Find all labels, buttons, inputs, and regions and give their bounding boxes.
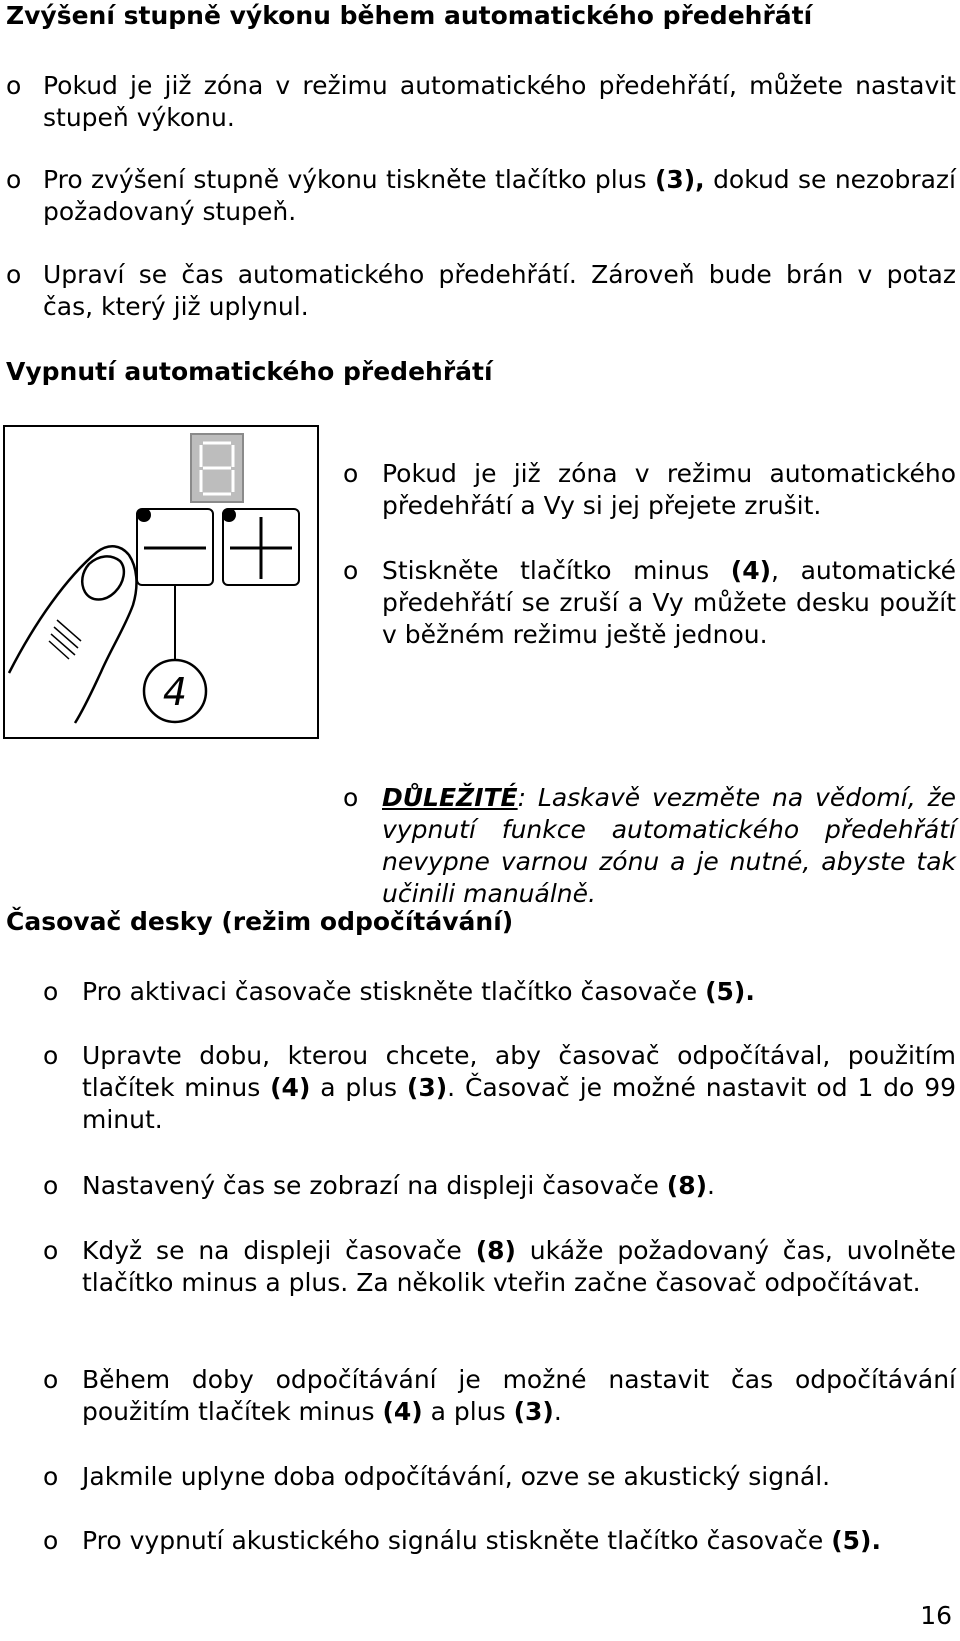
bold-reference: (3), <box>654 165 705 194</box>
text-run: Pro vypnutí akustického signálu stiskněte tlačítko časovače <box>82 1526 832 1555</box>
bullet: o <box>43 1365 59 1394</box>
bullet: o <box>6 165 22 194</box>
text-run: Pro aktivaci časovače stiskněte tlačítko časovače <box>82 977 706 1006</box>
bold-reference: DŮLEŽITÉ <box>382 783 518 812</box>
bullet: o <box>343 783 359 812</box>
bold-reference: (8) <box>475 1236 516 1265</box>
list-item-text <box>82 976 956 1008</box>
list-item-text <box>82 1461 956 1493</box>
bullet: o <box>43 1462 59 1491</box>
bullet: o <box>43 1041 59 1070</box>
bold-reference: (5). <box>705 977 755 1006</box>
text-run: . <box>553 1397 562 1426</box>
callout-circle <box>144 660 206 722</box>
list-item-text <box>82 1364 956 1428</box>
text-run: a plus <box>422 1397 514 1426</box>
list-item <box>43 1040 957 1136</box>
plus-button-icon <box>222 508 299 585</box>
section-heading: Vypnutí automatického předehřátí <box>6 357 493 386</box>
text-run: Stiskněte tlačítko minus <box>382 556 731 585</box>
list-item-text <box>382 555 956 651</box>
text-run: . <box>707 1171 715 1200</box>
text-run: , automatické předehřátí se zruší a Vy můžete desku použít v běžném režimu ještě jednou. <box>382 556 956 649</box>
bullet: o <box>43 977 59 1006</box>
bold-reference: (5). <box>831 1526 881 1555</box>
text-run: Během doby odpočítávání je možné nastavit čas odpočítávání použitím tlačítek minus <box>82 1365 956 1426</box>
text-run: : Laskavě vezměte na vědomí, že vypnutí funkce automatického předehřátí nevypne varnou zónu a je nutné, abyste tak učinili manuálně. <box>382 783 956 908</box>
illustration-svg <box>5 427 317 737</box>
text-run: ukáže požadovaný čas, uvolněte tlačítko minus a plus. Za několik vteřin začne časovač odpočítávat. <box>82 1236 956 1297</box>
bold-reference: (3) <box>513 1397 554 1426</box>
list-item <box>43 1525 956 1557</box>
bold-reference: (3) <box>406 1073 448 1102</box>
text-run: Pokud je již zóna v režimu automatického předehřátí, můžete nastavit stupeň výkonu. <box>43 71 956 132</box>
list-item <box>6 259 956 323</box>
list-item-text <box>43 259 956 323</box>
list-item <box>343 555 956 651</box>
bullet: o <box>343 556 359 585</box>
bullet: o <box>6 260 22 289</box>
bold-reference: (4) <box>730 556 772 585</box>
text-run: . Časovač je možné nastavit od 1 do 99 minut. <box>82 1073 957 1134</box>
list-item <box>6 70 956 134</box>
bullet: o <box>43 1171 59 1200</box>
control-panel-illustration <box>3 425 319 739</box>
bold-reference: (4) <box>382 1397 423 1426</box>
list-item <box>43 976 956 1008</box>
callout-number: 4 <box>162 670 188 714</box>
text-run: a plus <box>310 1073 407 1102</box>
seven-segment-display-icon <box>191 434 243 502</box>
bullet: o <box>43 1526 59 1555</box>
bullet: o <box>6 71 22 100</box>
section-heading: Zvýšení stupně výkonu během automatického předehřátí <box>6 1 813 30</box>
list-item <box>43 1364 956 1428</box>
list-item-text <box>82 1040 956 1136</box>
minus-button-icon <box>137 508 213 585</box>
section-heading: Časovač desky (režim odpočítávání) <box>6 907 514 936</box>
text-run: Jakmile uplyne doba odpočítávání, ozve se akustický signál. <box>82 1462 831 1491</box>
text-run: Když se na displeji časovače <box>82 1236 476 1265</box>
important-note <box>343 782 956 910</box>
bullet: o <box>343 459 359 488</box>
bold-reference: (4) <box>270 1073 311 1102</box>
text-run: Upravte dobu, kterou chcete, aby časovač odpočítával, použitím tlačítek minus <box>82 1041 956 1102</box>
list-item-text <box>82 1525 956 1557</box>
bold-reference: (8) <box>666 1171 708 1200</box>
list-item <box>43 1461 956 1493</box>
page-number: 16 <box>920 1601 952 1630</box>
list-item <box>343 458 956 522</box>
text-run: dokud se nezobrazí požadovaný stupeň. <box>43 165 956 226</box>
list-item <box>43 1170 956 1202</box>
list-item-text <box>43 164 956 228</box>
important-note-text <box>382 782 956 910</box>
text-run: Pokud je již zóna v režimu automatického předehřátí a Vy si jej přejete zrušit. <box>382 459 956 520</box>
finger-icon <box>9 546 136 723</box>
list-item <box>6 164 956 228</box>
list-item-text <box>82 1170 956 1202</box>
list-item-text <box>382 458 956 522</box>
list-item <box>43 1235 956 1299</box>
list-item-text <box>43 70 956 134</box>
list-item-text <box>82 1235 956 1299</box>
bullet: o <box>43 1236 59 1265</box>
text-run: Nastavený čas se zobrazí na displeji časovače <box>82 1171 667 1200</box>
text-run: Upraví se čas automatického předehřátí. Zároveň bude brán v potaz čas, který již uplynul. <box>43 260 956 321</box>
text-run: Pro zvýšení stupně výkonu tiskněte tlačítko plus <box>43 165 655 194</box>
